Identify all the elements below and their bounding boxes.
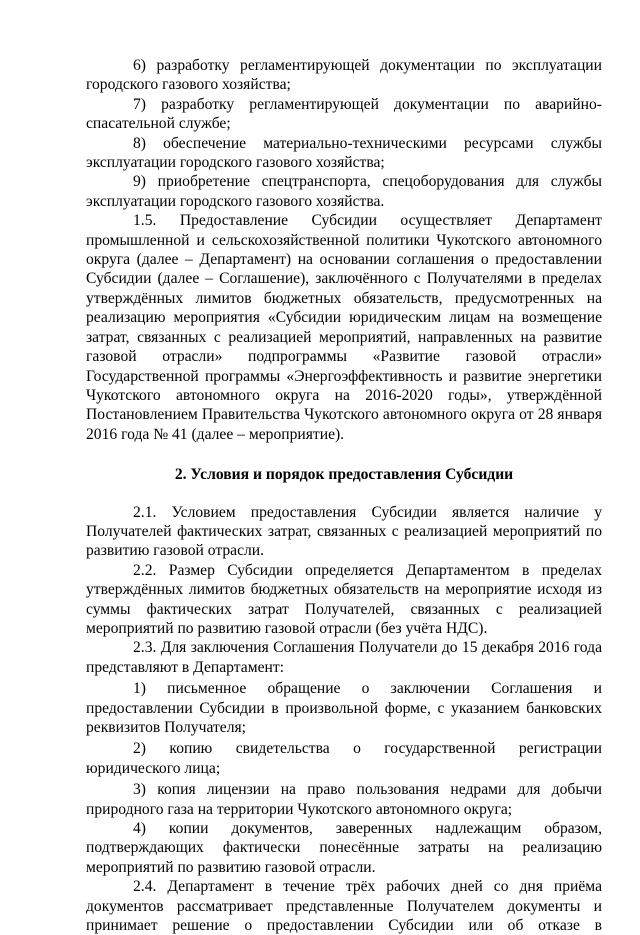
document-item-2: 2) копию свидетельства о государственной регистрации юридического лица; (86, 740, 602, 777)
document-item-1: 1) письменное обращение о заключении Соглашения и предоставлении Субсидии в произвольной форме, с указанием банковских реквизитов Получателя; (86, 680, 602, 736)
section-heading: 2. Условия и порядок предоставления Субсидии (174, 466, 514, 484)
document-body (86, 56, 602, 935)
clause-2-1: 2.1. Условием предоставления Субсидии является наличие у Получателей фактических затрат, связанных с реализацией мероприятий по развитию газовой отрасли. (86, 503, 602, 560)
clause-2-3: 2.3. Для заключения Соглашения Получатели до 15 декабря 2016 года представляют в Департамент: (86, 639, 602, 676)
document-item-3: 3) копия лицензии на право пользования недрами для добычи природного газа на территории Чукотского автономного округа; (86, 781, 602, 818)
list-item-9: 9) приобретение спецтранспорта, спецоборудования для службы эксплуатации городского газового хозяйства. (86, 173, 602, 210)
list-item-8: 8) обеспечение материально-техническими ресурсами службы эксплуатации городского газового хозяйства; (86, 134, 602, 172)
document-item-4: 4) копии документов, заверенных надлежащим образом, подтверждающих фактически понесённые затраты на реализацию мероприятий по развитию газовой отрасли. (86, 820, 602, 876)
list-item-6: 6) разработку регламентирующей документации по эксплуатации городского газового хозяйства; (86, 57, 602, 94)
list-item-7: 7) разработку регламентирующей документации по аварийно-спасательной службе; (86, 95, 602, 133)
clause-2-2: 2.2. Размер Субсидии определяется Департаментом в пределах утверждённых лимитов бюджетных обязательств на мероприятие исходя из суммы фактических затрат Получателей, связанных с реализацией мероприятий по развитию газовой отрасли (без учёта НДС). (86, 561, 602, 637)
clause-1-5: 1.5. Предоставление Субсидии осуществляет Департамент промышленной и сельскохозяйственной политики Чукотского автономного округа (далее – Департамент) на основании соглашения о предоставлении Субсидии (далее – Соглашение), заключённого с Получателями в пределах утверждённых лимитов бюджетных обязательств, предусмотренных на реализацию мероприятия «Субсидии юридическим лицам на возмещение затрат, связанных с реализацией мероприятий, направленных на развитие газовой отрасли» подпрограммы «Развитие газовой отрасли» Государственной программы «Энергоэффективность и развитие энергетики Чукотского автономного округа на 2016-2020 годы», утверждённой Постановлением Правительства Чукотского автономного округа от 28 января 2016 года № 41 (далее – мероприятие). (86, 212, 602, 443)
clause-2-4: 2.4. Департамент в течение трёх рабочих дней со дня приёма документов рассматривает представленные Получателем документы и принимает решение о предоставлении Субсидии или об отказе в (86, 878, 602, 935)
